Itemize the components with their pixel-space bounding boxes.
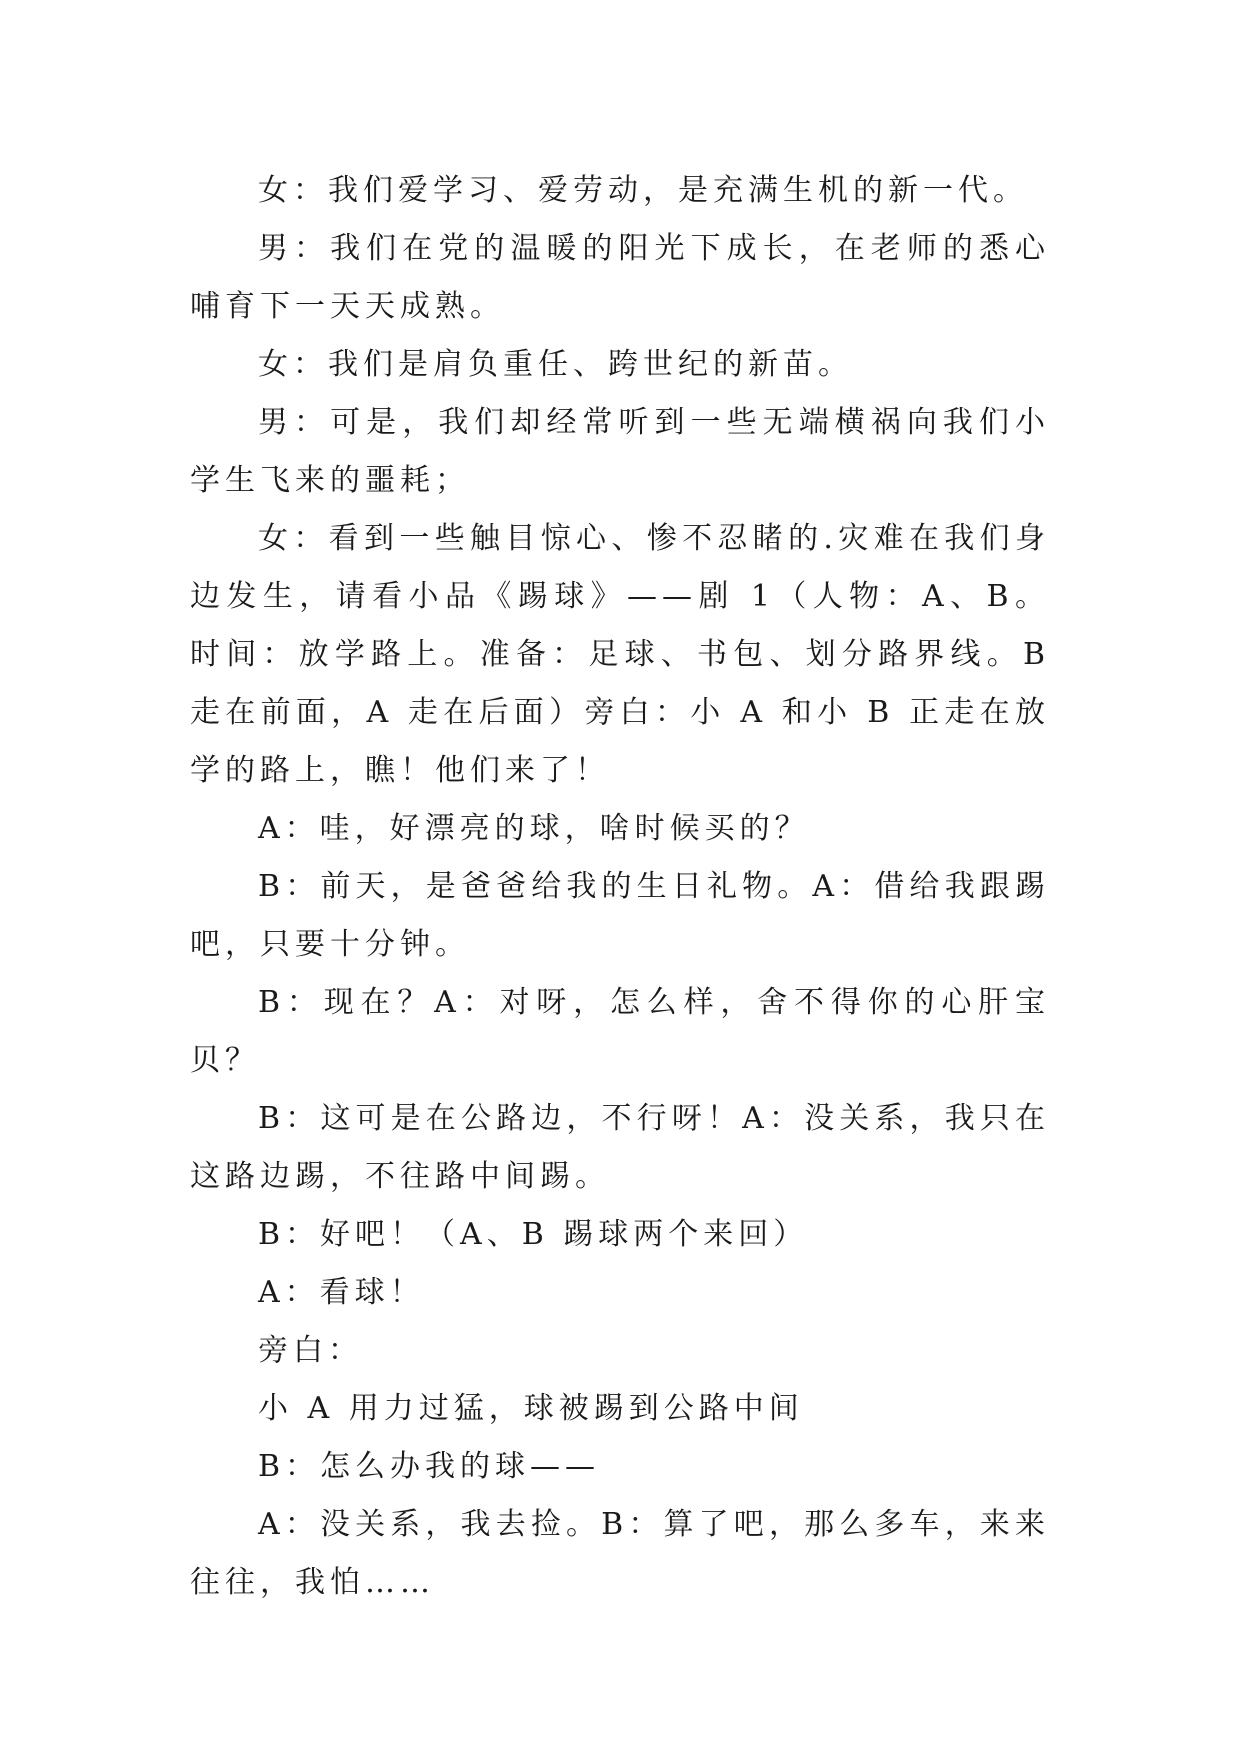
paragraph: 女：看到一些触目惊心、惨不忍睹的.灾难在我们身边发生，请看小品《踢球》——剧 1（人物：A、B。时间：放学路上。准备：足球、书包、划分路界线。B 走在前面，A 走在后面）旁白：小 A 和小 B 正走在放学的路上，瞧！他们来了！ [190, 521, 1050, 788]
paragraph: B：怎么办我的球—— [258, 1449, 601, 1484]
paragraph: B：这可是在公路边，不行呀！A：没关系，我只在这路边踢，不往路中间踢。 [190, 1101, 1050, 1194]
document-body [190, 162, 1050, 1612]
paragraph: 女：我们是肩负重任、跨世纪的新苗。 [258, 347, 853, 382]
paragraph: B：前天，是爸爸给我的生日礼物。A：借给我跟踢吧，只要十分钟。 [190, 869, 1050, 962]
paragraph: B：好吧！（A、B 踢球两个来回） [258, 1217, 809, 1252]
paragraph: A：看球！ [258, 1275, 425, 1310]
paragraph: 男：可是，我们却经常听到一些无端横祸向我们小学生飞来的噩耗； [190, 405, 1050, 498]
paragraph: A：哇，好漂亮的球，啥时候买的？ [258, 811, 810, 846]
paragraph: 女：我们爱学习、爱劳动，是充满生机的新一代。 [258, 173, 1028, 208]
paragraph: 旁白： [258, 1333, 363, 1368]
paragraph: A：没关系，我去捡。B：算了吧，那么多车，来来往往，我怕…… [190, 1507, 1050, 1600]
paragraph: 小 A 用力过猛，球被踢到公路中间 [258, 1391, 804, 1426]
paragraph: 男：我们在党的温暖的阳光下成长，在老师的悉心哺育下一天天成熟。 [190, 231, 1050, 324]
paragraph: B：现在？A：对呀，怎么样，舍不得你的心肝宝贝？ [190, 985, 1050, 1078]
